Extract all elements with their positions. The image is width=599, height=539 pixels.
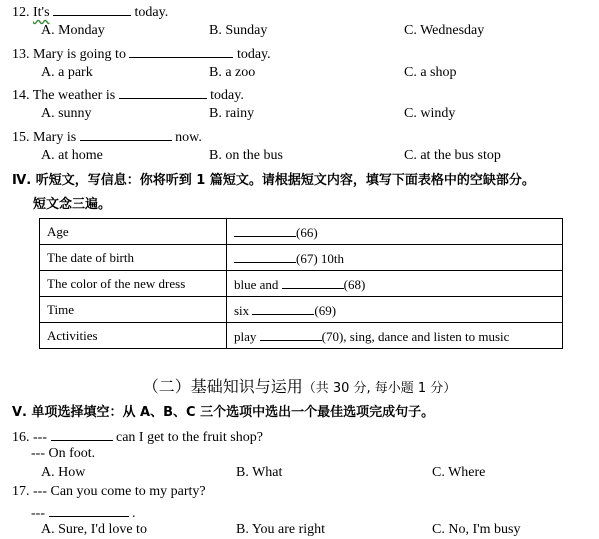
section-2-title: （二）基础知识与运用 [142, 377, 303, 396]
option-a[interactable]: A. a park [41, 65, 93, 80]
reply-post: . [128, 506, 136, 521]
value-post: (67) 10th [296, 250, 345, 266]
option-a[interactable]: A. sunny [41, 106, 92, 121]
option-b[interactable]: B. Sunday [209, 23, 268, 38]
table-row [40, 271, 563, 297]
answer-blank[interactable] [80, 127, 172, 141]
question-15 [12, 127, 202, 146]
answer-blank[interactable] [119, 85, 207, 99]
table-value [227, 245, 563, 271]
section-4-title: Ⅳ. 听短文，写信息：你将听到 1 篇短文。请根据短文内容，填写下面表格中的空缺部分。 [12, 173, 535, 188]
answer-blank[interactable] [49, 503, 129, 517]
answer-blank[interactable] [234, 249, 296, 263]
option-c[interactable]: C. windy [404, 106, 456, 121]
answer-blank[interactable] [51, 427, 113, 441]
option-a[interactable]: A. Sure, I'd love to [41, 522, 147, 537]
question-number: 13. [12, 47, 30, 62]
table-row [40, 323, 563, 349]
table-key: Age [40, 219, 227, 245]
option-b[interactable]: B. rainy [209, 106, 255, 121]
question-12 [12, 2, 168, 21]
question-text-post: today. [206, 88, 244, 103]
question-14 [12, 85, 244, 104]
question-text-post: today. [233, 47, 271, 62]
answer-blank[interactable] [129, 44, 233, 58]
question-number: 16. [12, 430, 30, 445]
table-row [40, 219, 563, 245]
question-text-pre: The weather is [29, 88, 116, 103]
table-key: The date of birth [40, 245, 227, 271]
reply-pre: --- [31, 506, 49, 521]
question-text-pre: Mary is going to [29, 47, 126, 62]
option-a[interactable]: A. at home [41, 148, 103, 163]
dialogue-reply: --- On foot. [31, 446, 96, 461]
value-pre: blue and [234, 276, 282, 292]
answer-blank[interactable] [252, 301, 314, 315]
question-text-pre: It's [33, 5, 50, 20]
question-text-post: can I get to the fruit shop? [112, 430, 263, 445]
question-number: 15. [12, 130, 30, 145]
value-post: (68) [343, 276, 366, 292]
option-c[interactable]: C. at the bus stop [404, 148, 501, 163]
table-row [40, 297, 563, 323]
question-number: 17. [12, 484, 30, 499]
question-text-pre: Mary is [29, 130, 77, 145]
option-b[interactable]: B. You are right [236, 522, 326, 537]
value-post: (70), sing, dance and listen to music [321, 328, 510, 344]
option-c[interactable]: C. No, I'm busy [432, 522, 521, 537]
option-b[interactable]: B. a zoo [209, 65, 256, 80]
section-2-heading [0, 374, 599, 397]
question-number: 12. [12, 5, 30, 20]
question-text-pre: --- [29, 430, 51, 445]
option-c[interactable]: C. Where [432, 465, 486, 480]
answer-blank[interactable] [53, 2, 131, 16]
table-value [227, 323, 563, 349]
table-key: Time [40, 297, 227, 323]
value-post: (66) [296, 224, 318, 240]
answer-blank[interactable] [234, 223, 296, 237]
question-number: 14. [12, 88, 30, 103]
option-c[interactable]: C. Wednesday [404, 23, 485, 38]
question-text-post: now. [171, 130, 202, 145]
value-pre: play [234, 328, 260, 344]
section-4-subtitle: 短文念三遍。 [33, 197, 112, 212]
section-2-note: （共 30 分, 每小题 1 分） [302, 381, 457, 396]
dialogue-reply [31, 503, 136, 522]
value-pre: six [234, 302, 253, 318]
question-13 [12, 44, 271, 63]
question-17 [12, 484, 206, 500]
table-value [227, 271, 563, 297]
answer-blank[interactable] [282, 275, 344, 289]
option-c[interactable]: C. a shop [404, 65, 457, 80]
option-a[interactable]: A. Monday [41, 23, 105, 38]
table-key: The color of the new dress [40, 271, 227, 297]
question-text-post: today. [131, 5, 169, 20]
question-text: --- Can you come to my party? [29, 484, 206, 499]
table-value [227, 219, 563, 245]
value-post: (69) [314, 302, 337, 318]
table-row [40, 245, 563, 271]
question-16 [12, 427, 263, 446]
option-b[interactable]: B. on the bus [209, 148, 283, 163]
answer-blank[interactable] [260, 327, 322, 341]
info-table [39, 218, 563, 349]
section-5-title: Ⅴ. 单项选择填空：从 A、B、C 三个选项中选出一个最佳选项完成句子。 [12, 405, 435, 420]
option-a[interactable]: A. How [41, 465, 86, 480]
option-b[interactable]: B. What [236, 465, 283, 480]
table-value [227, 297, 563, 323]
table-key: Activities [40, 323, 227, 349]
